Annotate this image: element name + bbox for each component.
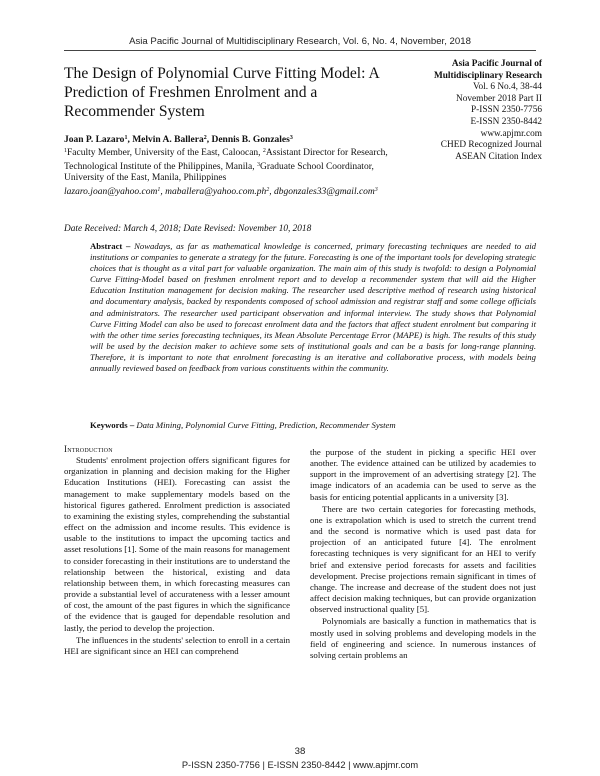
email-3[interactable]: dbgonzales33@gmail.com	[273, 186, 375, 197]
journal-ched: CHED Recognized Journal	[440, 140, 542, 151]
author-sep-2: ,	[206, 135, 212, 145]
author-2: Melvin A. Ballera	[132, 135, 204, 145]
journal-asean: ASEAN Citation Index	[455, 151, 542, 162]
running-head: Asia Pacific Journal of Multidisciplinary Research, Vol. 6, No. 4, November, 2018	[129, 36, 471, 47]
affiliation-2: Assistant Director for Research, Technological Institute of the Philippines, Manila,	[64, 148, 388, 172]
journal-website[interactable]: www.apjmr.com	[480, 128, 542, 139]
journal-info	[406, 59, 542, 163]
email-1[interactable]: lazaro.joan@yahoo.com	[64, 186, 158, 197]
paragraph: Polynomials are basically a function in mathematics that is mostly used in solving problems and developing models in the field of engineering and science. In numerous instances of solving certain problems an	[310, 616, 536, 660]
journal-issue: November 2018 Part II	[456, 93, 542, 104]
author-block	[64, 133, 404, 198]
email-sep-2: ,	[269, 186, 274, 197]
author-names	[64, 133, 404, 146]
email-2-sup: 2	[266, 186, 270, 193]
email-1-sup: 1	[157, 186, 161, 193]
aff-2-sup: 2	[262, 148, 266, 155]
email-2[interactable]: maballera@yahoo.com.ph	[165, 186, 267, 197]
author-1: Joan P. Lazaro	[64, 135, 125, 145]
author-2-sup: 2	[203, 135, 207, 141]
affiliation-1: Faculty Member, University of the East, Caloocan,	[67, 148, 263, 159]
author-1-sup: 1	[124, 135, 128, 141]
aff-3-sup: 3	[257, 161, 260, 168]
journal-name-line2: Multidisciplinary Research	[433, 70, 542, 81]
paragraph: the purpose of the student in picking a specific HEI over another. The evidence attained can be utilized by academies to support in the improvement of an advertising strategy [2]. The image indicators of an academia can be used to serve as the basis for enticing potential applicants in a university [3].	[310, 447, 536, 502]
journal-pissn: P-ISSN 2350-7756	[470, 105, 542, 116]
left-column	[64, 444, 290, 658]
right-column	[310, 447, 536, 662]
keywords-label: Keywords –	[90, 420, 137, 430]
journal-name-line1: Asia Pacific Journal of	[451, 59, 542, 69]
paper-title: The Design of Polynomial Curve Fitting Model: A Prediction of Freshmen Enrolment and a Recommender System	[64, 65, 379, 120]
section-heading-introduction: Introduction	[64, 444, 113, 454]
page-footer: P-ISSN 2350-7756 | E-ISSN 2350-8442 | www.apjmr.com	[181, 760, 419, 770]
journal-eissn: E-ISSN 2350-8442	[470, 116, 542, 127]
affiliations	[64, 146, 404, 184]
paragraph: Students' enrolment projection offers significant figures for organization in planning and decision making for the Higher Education Institutions (HEI). Forecasting can assist the management to make supplementary models based on the historical figures gathered. Enrolment prediction is associated to examining the existing styles, comprehending the substantial effect on the admission and income results. This evidence is usable to the institutions to impact the upcoming tactics and asset resolutions [1]. Some of the main reasons for management to consider forecasting in their institutions are to understand the relationship between the historical, existing and data relationship between them, in which forecasting measures can provide a substantial level of accurateness with a lesser amount of cost, the amount of the past figures in which the significance of the evidence that is gauged for dependable resolution and lastly, the period to develop the projection.	[64, 455, 290, 633]
email-sep-1: ,	[160, 186, 166, 197]
keywords-text: Data Mining, Polynomial Curve Fitting, Prediction, Recommender System	[136, 420, 396, 430]
paragraph: The influences in the students' selection to enroll in a certain HEI are significant since an HEI can comprehend	[64, 634, 290, 656]
author-3: Dennis B. Gonzales	[211, 135, 290, 145]
aff-1-sup: 1	[64, 148, 67, 155]
header-rule	[64, 50, 536, 51]
author-sep-1: ,	[127, 135, 133, 145]
journal-volume: Vol. 6 No.4, 38-44	[472, 82, 542, 93]
author-emails	[64, 185, 404, 198]
affiliation-3: Graduate School Coordinator, University of the East, Manila, Philippines	[64, 161, 374, 184]
paragraph: There are two certain categories for forecasting methods, one is extrapolation which is used to stretch the current trend and the second is normative which is used past data for projection of an anticipated future [4]. The enrolment forecasting techniques is very significant for an HEI to verify brief and extensive period forecasts for assets and facilities development. Precise projections remain significant in times of change. The increase and decrease of the student does not just affect decision making techniques, but can provide organization observed instructional quality [5].	[310, 503, 536, 615]
author-3-sup: 3	[289, 135, 293, 141]
keywords	[90, 420, 536, 431]
abstract	[90, 241, 536, 374]
abstract-text: Nowadays, as far as mathematical knowledge is concerned, primary forecasting techniques are needed to aid institutions or companies to generate a strategy for the future. Forecasting is one of the important tools for developing strategic choices that is thought as a vital part for valuable organization. The main aim of this study is twofold: to design a Polynomial Curve Fitting-Model based on freshmen enrolment report and to develop a recommender system that will aid the Higher Education Institution management for decision making. The researcher used descriptive method of research using historical and documentary analysis, backed by respondents composed of school admission and registrar staff and some college officials and administrators. The researcher used participant observation and informal interview. The study shows that Polynomial Curve Fitting Model can also be used to forecast enrolment data and the factors that affect student enrolment but comparing it with the other time series forecasting techniques, its Mean Absolute Percentage Error (MAPE) is high. The results of this study will be used by the decision maker to achieve some sets of institutional goals and can be a basis for long-range planning. Therefore, it is important to note that enrolment forecasting is an iterative and collaborative process, with models being annually reviewed based on feedback from various constituents within the community.	[90, 241, 537, 374]
page-number: 38	[294, 746, 306, 757]
email-3-sup: 3	[374, 186, 378, 193]
date-line: Date Received: March 4, 2018; Date Revised: November 10, 2018	[64, 224, 312, 234]
abstract-label: Abstract –	[90, 241, 135, 251]
